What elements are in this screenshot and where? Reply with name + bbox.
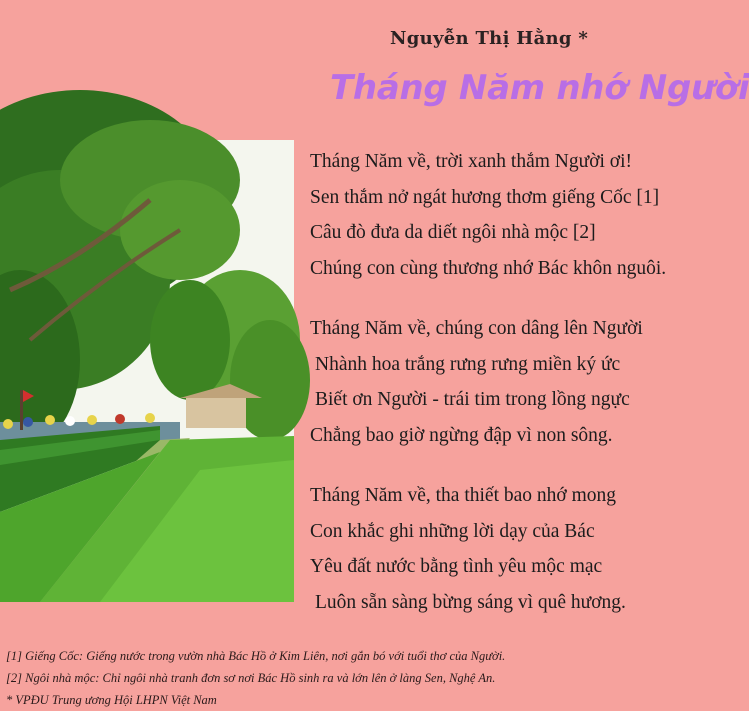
poem-title: Tháng Năm nhớ Người xyxy=(330,68,749,108)
poem-line: Tháng Năm về, chúng con dâng lên Người xyxy=(310,318,643,339)
author-affiliation: * VPĐU Trung ương Hội LHPN Việt Nam xyxy=(6,693,217,707)
poem-line: Sen thắm nở ngát hương thơm giếng Cốc [1] xyxy=(310,186,660,208)
poem-line: Tháng Năm về, trời xanh thắm Người ơi! xyxy=(310,151,633,172)
stanza-3 xyxy=(310,478,695,620)
poem-line: Con khắc ghi những lời dạy của Bác xyxy=(310,520,595,542)
poem-line: Luôn sẵn sàng bừng sáng vì quê hương. xyxy=(315,591,626,613)
stanza-2 xyxy=(310,311,695,453)
poem-line: Yêu đất nước bằng tình yêu mộc mạc xyxy=(310,556,603,577)
footnote-1: [1] Giếng Cốc: Giếng nước trong vườn nhà Bác Hồ ở Kim Liên, nơi gắn bó với tuổi thơ của Người. xyxy=(6,649,506,663)
poem-line: Câu đò đưa da diết ngôi nhà mộc [2] xyxy=(310,222,596,243)
poem-line: Biết ơn Người - trái tim trong lồng ngực xyxy=(315,389,630,410)
footnote-2: [2] Ngôi nhà mộc: Chỉ ngôi nhà tranh đơn sơ nơi Bác Hồ sinh ra và lớn lên ở làng Sen, Nghệ An. xyxy=(6,671,496,685)
footnotes xyxy=(6,645,696,711)
poem-line: Chẳng bao giờ ngừng đập vì non sông. xyxy=(310,424,613,446)
poem-line: Chúng con cùng thương nhớ Bác khôn nguôi. xyxy=(310,257,667,279)
poem-line: Tháng Năm về, tha thiết bao nhớ mong xyxy=(310,485,616,506)
garden-photo xyxy=(0,140,294,602)
stanza-1 xyxy=(310,144,695,286)
poem-body xyxy=(310,144,695,645)
author-name: Nguyễn Thị Hằng * xyxy=(390,28,589,49)
poem-line: Nhành hoa trắng rưng rưng miền ký ức xyxy=(315,353,621,375)
